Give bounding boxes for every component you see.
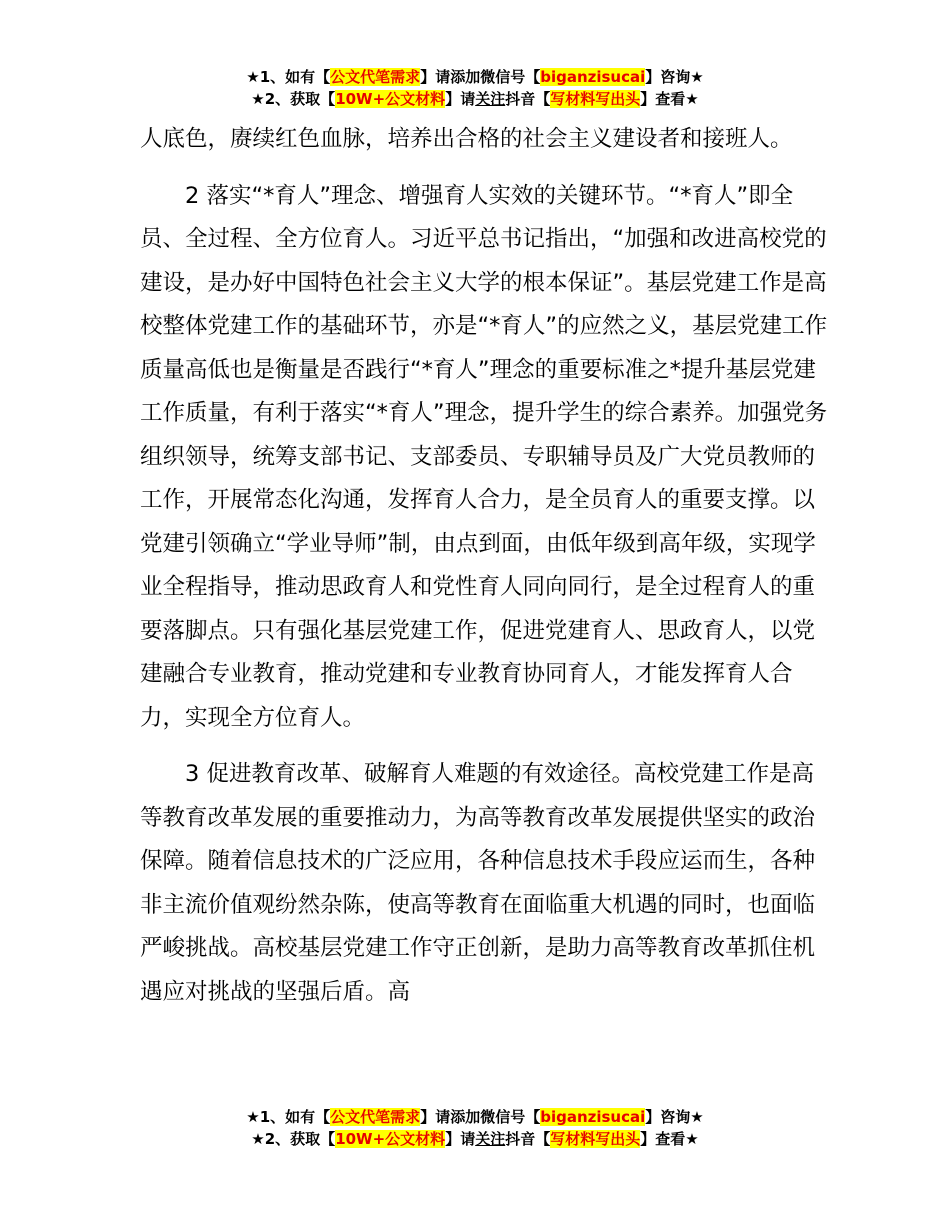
- banner-text: 】查看★: [640, 90, 699, 108]
- paragraph: 2 落实“*育人”理念、增强育人实效的关键环节。“*育人”即全员、全过程、全方位育人。习近平总书记指出，“加强和改进高校党的建设，是办好中国特色社会主义大学的根本保证”。基层党建工作是高校整体党建工作的基础环节，亦是“*育人”的应然之义，基层党建工作质量高低也是衡量是否践行“*育人”理念的重要标准之*提升基层党建工作质量，有利于落实“*育人”理念，提升学生的综合素养。加强党务组织领导，统筹支部书记、支部委员、专职辅导员及广大党员教师的工作，开展常态化沟通，发挥育人合力，是全员育人的重要支撑。以党建引领确立“学业导师”制，由点到面，由低年级到高年级，实现学业全程指导，推动思政育人和党性育人同向同行，是全过程育人的重要落脚点。只有强化基层党建工作，促进党建育人、思政育人，以党建融合专业教育，推动党建和专业教育协同育人，才能发挥育人合力，实现全方位育人。: [140, 182, 828, 731]
- banner-highlight: 写材料写出头: [550, 90, 641, 108]
- banner-text: 抖音【: [505, 1130, 551, 1148]
- banner-underlined: 关注: [475, 90, 506, 108]
- banner-line-1: [0, 1106, 950, 1128]
- banner-text: ★1、如有【: [246, 1108, 331, 1126]
- banner-highlight: 公文代笔需求: [330, 1108, 421, 1126]
- banner-text: 】咨询★: [645, 68, 704, 86]
- banner-highlight: 公文代笔需求: [330, 68, 421, 86]
- banner-line-1: [0, 66, 950, 88]
- banner-text: 】请: [445, 1130, 476, 1148]
- paragraph: 人底色，赓续红色血脉，培养出合格的社会主义建设者和接班人。: [140, 126, 793, 152]
- banner-highlight: biganzisucai: [540, 1108, 646, 1126]
- banner-text: ★1、如有【: [246, 68, 331, 86]
- banner-text: 】请添加微信号【: [420, 1108, 541, 1126]
- banner-text: 】查看★: [640, 1130, 699, 1148]
- banner-line-2: [0, 88, 950, 110]
- banner-text: 】请添加微信号【: [420, 68, 541, 86]
- banner-text: ★2、获取【: [251, 1130, 336, 1148]
- banner-text: 】请: [445, 90, 476, 108]
- header-banner: [0, 66, 950, 110]
- banner-highlight: 写材料写出头: [550, 1130, 641, 1148]
- paragraph: 3 促进教育改革、破解育人难题的有效途径。高校党建工作是高等教育改革发展的重要推动力，为高等教育改革发展提供坚实的政治保障。随着信息技术的广泛应用，各种信息技术手段应运而生，各种非主流价值观纷然杂陈，使高等教育在面临重大机遇的同时，也面临严峻挑战。高校基层党建工作守正创新，是助力高等教育改革抓住机遇应对挑战的坚强后盾。高: [140, 761, 816, 1005]
- banner-text: 抖音【: [505, 90, 551, 108]
- banner-highlight: biganzisucai: [540, 68, 646, 86]
- banner-line-2: [0, 1128, 950, 1150]
- banner-highlight: 10W+公文材料: [335, 90, 446, 108]
- banner-text: 】咨询★: [645, 1108, 704, 1126]
- footer-banner: [0, 1106, 950, 1150]
- banner-text: ★2、获取【: [251, 90, 336, 108]
- banner-underlined: 关注: [475, 1130, 506, 1148]
- document-body: [140, 118, 830, 1014]
- banner-highlight: 10W+公文材料: [335, 1130, 446, 1148]
